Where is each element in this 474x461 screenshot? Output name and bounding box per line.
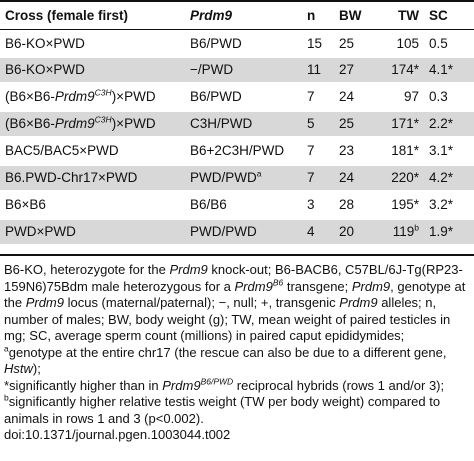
n-cell: 7 — [307, 143, 315, 158]
cross-cell: $(B6\times B6-Prdm9^{C3H})\times PWD$ — [5, 114, 156, 131]
cross-cell: PWD×PWD — [5, 224, 76, 239]
sc-cell: 0.3 — [429, 89, 448, 104]
bw-cell: 25 — [339, 36, 355, 51]
header-bw: BW — [339, 8, 362, 23]
tw-cell: 174* — [391, 62, 419, 77]
cross-cell: BAC5/BAC5×PWD — [5, 143, 119, 158]
footnote-star: *significantly higher than in $Prdm9^{B6/PWD}$ reciprocal hybrids (rows 1 and/or 3); — [4, 376, 445, 393]
bw-cell: 23 — [339, 143, 355, 158]
tw-cell: 181* — [391, 143, 419, 158]
bw-cell: 27 — [339, 62, 355, 77]
n-cell: 7 — [307, 170, 315, 185]
table-row — [0, 166, 474, 190]
tw-cell: 195* — [391, 197, 419, 212]
prdm9-cell: B6+2C3H/PWD — [190, 143, 285, 158]
cross-cell: B6.PWD-Chr17×PWD — [5, 170, 138, 185]
header-tw: TW — [398, 8, 419, 23]
sc-cell: 0.5 — [429, 36, 448, 51]
doi-text[interactable]: doi:10.1371/journal.pgen.1003044.t002 — [4, 427, 231, 442]
table-row — [0, 139, 474, 163]
tw-cell: 105 — [396, 36, 419, 51]
table-row — [0, 85, 474, 109]
cross-cell: B6-KO×PWD — [5, 62, 85, 77]
table-row — [0, 58, 474, 82]
n-cell: 15 — [307, 36, 323, 51]
prdm9-cell: C3H/PWD — [190, 116, 253, 131]
bw-cell: 24 — [339, 170, 355, 185]
sc-cell: 2.2* — [429, 116, 454, 131]
sc-cell: 3.2* — [429, 197, 454, 212]
prdm9-cell: −/PWD — [190, 62, 234, 77]
n-cell: 5 — [307, 116, 315, 131]
prdm9-cell: B6/PWD — [190, 36, 242, 51]
cross-cell: B6×B6 — [5, 197, 46, 212]
prdm9-cell: PWD/PWD — [190, 224, 257, 239]
sc-cell: 1.9* — [429, 224, 454, 239]
footnote-a: $^a$genotype at the entire chr17 (the rescue can also be due to a different gene, Hstw); — [4, 343, 447, 376]
bw-cell: 28 — [339, 197, 355, 212]
table-row — [0, 193, 474, 217]
table-row — [0, 32, 474, 56]
tw-cell: 97 — [403, 89, 419, 104]
sc-cell: 3.1* — [429, 143, 454, 158]
n-cell: 4 — [307, 224, 315, 239]
bw-cell: 25 — [339, 116, 355, 131]
bw-cell: 20 — [339, 224, 355, 239]
sc-cell: 4.1* — [429, 62, 454, 77]
table-footnotes — [4, 262, 472, 444]
cross-cell: $(B6\times B6-Prdm9^{C3H})\times PWD$ — [5, 87, 156, 104]
table-row — [0, 112, 474, 136]
prdm9-cell: PWD/PWD$^a$ — [190, 168, 262, 185]
bw-cell: 24 — [339, 89, 355, 104]
n-cell: 11 — [307, 62, 322, 77]
tw-cell: 171* — [391, 116, 419, 131]
header-cross: Cross (female first) — [5, 8, 129, 23]
table-header — [0, 0, 474, 30]
n-cell: 7 — [307, 89, 315, 104]
tw-cell: 119$^b$ — [392, 222, 419, 239]
prdm9-cell: B6/PWD — [190, 89, 242, 104]
footnote-abbreviations: B6-KO, heterozygote for the Prdm9 knock-out; B6-BACB6, C57BL/6J-Tg(RP23-159N6)75Bdm male heterozygous for a $Prdm9^{B6}$ transgene; Prdm9, genotype at the Prdm9 locus (maternal/paternal); −, null; +, transgenic Prdm9 alleles; n, number of males; BW, body weight (g); TW, mean weight of paired testicles in mg; SC, average sperm count (millions) in paired caput epididymides; — [4, 262, 466, 343]
header-sc: SC — [429, 8, 448, 23]
tw-cell: 220* — [391, 170, 419, 185]
cross-cell: B6-KO×PWD — [5, 36, 85, 51]
header-n: n — [307, 8, 316, 23]
sc-cell: 4.2* — [429, 170, 454, 185]
prdm9-cell: B6/B6 — [190, 197, 227, 212]
header-prdm9: Prdm9 — [190, 8, 233, 23]
n-cell: 3 — [307, 197, 315, 212]
footnote-b: $^b$significantly higher relative testis weight (TW per body weight) compared to animals in rows 1 and 3 (p<0.002). — [4, 392, 441, 426]
table-bottom-rule — [0, 254, 474, 256]
table-row — [0, 220, 474, 244]
